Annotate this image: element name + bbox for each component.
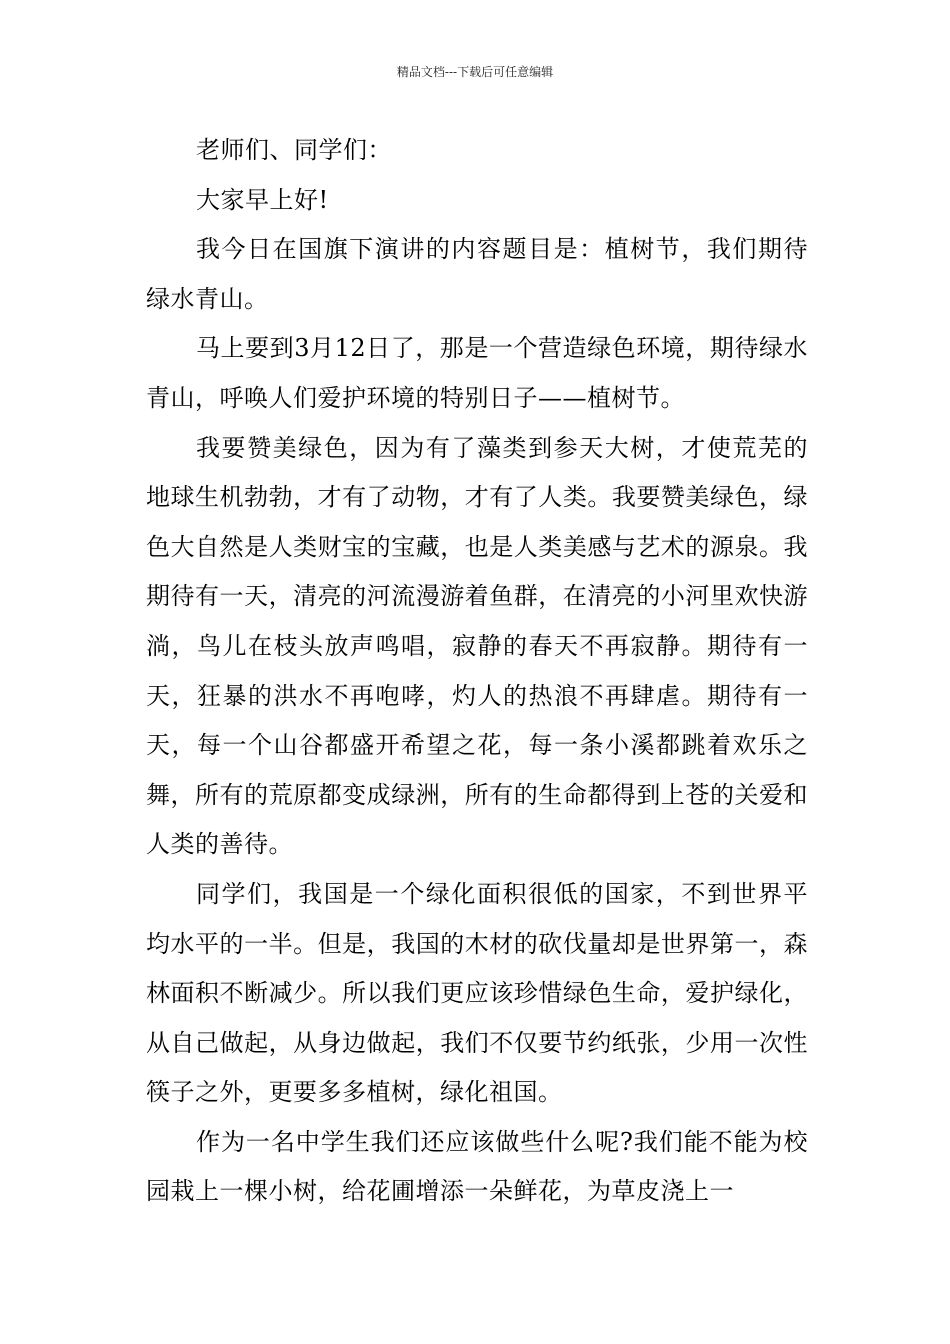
arbor-day-paragraph: 马上要到3月12日了，那是一个营造绿色环境，期待绿水青山，呼唤人们爱护环境的特别日子——植树节。 [146,334,808,412]
topic-paragraph: 我今日在国旗下演讲的内容题目是：植树节，我们期待绿水青山。 [146,235,808,313]
salutation-paragraph: 大家早上好! [196,185,329,214]
student-action-paragraph: 作为一名中学生我们还应该做些什么呢?我们能不能为校园栽上一棵小树，给花圃增添一朵鲜花，为草皮浇上一 [146,1127,808,1206]
greeting-paragraph: 老师们、同学们： [196,136,392,164]
forest-paragraph: 同学们，我国是一个绿化面积很低的国家，不到世界平均水平的一半。但是，我国的木材的砍伐量却是世界第一，森林面积不断减少。所以我们更应该珍惜绿色生命，爱护绿化，从自己做起，从身边做起，我们不仅要节约纸张，少用一次性筷子之外，更要多多植树，绿化祖国。 [146,879,808,1107]
document-body [146,126,808,1217]
praise-green-paragraph: 我要赞美绿色，因为有了藻类到参天大树，才使荒芜的地球生机勃勃，才有了动物，才有了人类。我要赞美绿色，绿色大自然是人类财宝的宝藏，也是人类美感与艺术的源泉。我期待有一天，清亮的河流漫游着鱼群，在清亮的小河里欢快游淌，鸟儿在枝头放声鸣唱，寂静的春天不再寂静。期待有一天，狂暴的洪水不再咆哮，灼人的热浪不再肆虐。期待有一天，每一个山谷都盛开希望之花，每一条小溪都跳着欢乐之舞，所有的荒原都变成绿洲，所有的生命都得到上苍的关爱和人类的善待。 [146,433,808,859]
page-header: 精品文档---下载后可任意编辑 [396,65,554,79]
